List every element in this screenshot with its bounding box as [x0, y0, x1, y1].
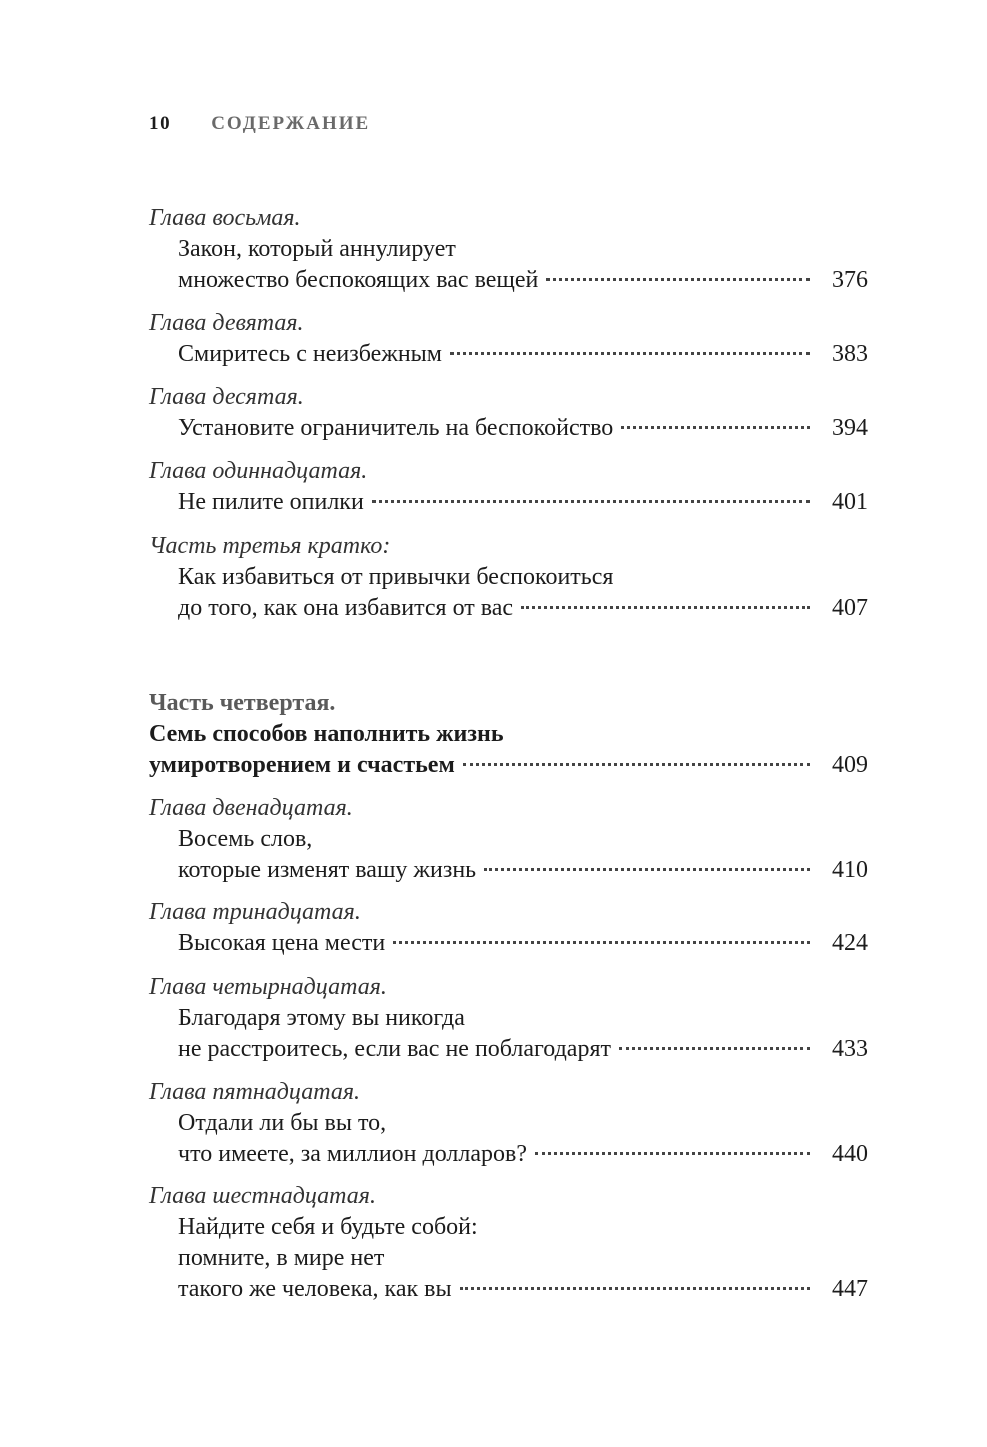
- entry-title-line: Установите ограничитель на беспокойство: [178, 415, 614, 441]
- dot-leader: [450, 352, 810, 355]
- chapter-label: Глава шестнадцатая.: [149, 1183, 376, 1209]
- entry-title-line: которые изменят вашу жизнь: [178, 857, 477, 883]
- chapter-label: Глава пятнадцатая.: [149, 1079, 360, 1105]
- entry-last-line: [149, 487, 868, 518]
- toc-entry-chapter-14[interactable]: [149, 972, 868, 1065]
- page-ref: 409: [832, 752, 868, 778]
- toc-entry-chapter-8[interactable]: [149, 203, 868, 296]
- page-ref: 376: [832, 267, 868, 293]
- dot-leader: [372, 500, 810, 503]
- page-ref: 383: [832, 341, 868, 367]
- chapter-label: Глава двенадцатая.: [149, 795, 353, 821]
- page-ref: 433: [832, 1036, 868, 1062]
- page-ref: 401: [832, 489, 868, 515]
- chapter-label: Глава одиннадцатая.: [149, 458, 368, 484]
- page-header: [149, 113, 370, 135]
- entry-title-line: Благодаря этому вы никогда: [178, 1005, 465, 1031]
- toc-entry-part-4[interactable]: [149, 688, 868, 781]
- entry-last-line: [149, 339, 868, 370]
- entry-title-line: Высокая цена мести: [178, 930, 386, 956]
- page-ref: 407: [832, 595, 868, 621]
- toc-entry-chapter-15[interactable]: [149, 1077, 868, 1170]
- entry-title-line: до того, как она избавится от вас: [178, 595, 514, 621]
- toc-entry-chapter-9[interactable]: [149, 308, 868, 370]
- page-ref: 424: [832, 930, 868, 956]
- part-label: Часть четвертая.: [149, 690, 336, 716]
- toc-entry-part-3-summary[interactable]: [149, 531, 868, 624]
- dot-leader: [484, 868, 810, 871]
- dot-leader: [460, 1287, 810, 1290]
- dot-leader: [535, 1152, 810, 1155]
- entry-title-line: помните, в мире нет: [178, 1245, 385, 1271]
- dot-leader: [463, 763, 810, 766]
- chapter-label: Глава тринадцатая.: [149, 899, 361, 925]
- chapter-label: Глава десятая.: [149, 384, 304, 410]
- page-ref: 394: [832, 415, 868, 441]
- entry-last-line: [149, 1274, 868, 1305]
- chapter-label: Часть третья кратко:: [149, 533, 391, 559]
- entry-title-line: такого же человека, как вы: [178, 1276, 452, 1302]
- entry-last-line: [149, 750, 868, 781]
- entry-title-line: Найдите себя и будьте собой:: [178, 1214, 478, 1240]
- entry-last-line: [149, 413, 868, 444]
- entry-last-line: [149, 593, 868, 624]
- entry-last-line: [149, 1034, 868, 1065]
- entry-title-line: не расстроитесь, если вас не поблагодарят: [178, 1036, 611, 1062]
- entry-last-line: [149, 1139, 868, 1170]
- section-title: СОДЕРЖАНИЕ: [211, 113, 371, 134]
- entry-title-line: что имеете, за миллион долларов?: [178, 1141, 528, 1167]
- entry-last-line: [149, 265, 868, 296]
- page-ref: 440: [832, 1141, 868, 1167]
- dot-leader: [621, 426, 810, 429]
- entry-last-line: [149, 855, 868, 886]
- chapter-label: Глава девятая.: [149, 310, 304, 336]
- toc-entry-chapter-10[interactable]: [149, 382, 868, 444]
- dot-leader: [546, 278, 810, 281]
- toc-entry-chapter-13[interactable]: [149, 897, 868, 959]
- entry-title-line: Отдали ли бы вы то,: [178, 1110, 387, 1136]
- dot-leader: [619, 1047, 810, 1050]
- entry-title-line: Смиритесь с неизбежным: [178, 341, 442, 367]
- entry-title-line: умиротворением и счастьем: [149, 752, 455, 778]
- entry-title-line: Не пилите опилки: [178, 489, 364, 515]
- toc-entry-chapter-11[interactable]: [149, 456, 868, 518]
- page-ref: 410: [832, 857, 868, 883]
- entry-last-line: [149, 928, 868, 959]
- chapter-label: Глава четырнадцатая.: [149, 974, 387, 1000]
- chapter-label: Глава восьмая.: [149, 205, 301, 231]
- entry-title-line: Закон, который аннулирует: [178, 236, 456, 262]
- entry-title-line: Восемь слов,: [178, 826, 313, 852]
- dot-leader: [393, 941, 810, 944]
- toc-entry-chapter-16[interactable]: [149, 1181, 868, 1305]
- entry-title-line: Как избавиться от привычки беспокоиться: [178, 564, 614, 590]
- entry-title-line: Семь способов наполнить жизнь: [149, 721, 504, 747]
- page-ref: 447: [832, 1276, 868, 1302]
- page-number: 10: [149, 113, 172, 134]
- toc-entry-chapter-12[interactable]: [149, 793, 868, 886]
- dot-leader: [521, 606, 810, 609]
- entry-title-line: множество беспокоящих вас вещей: [178, 267, 539, 293]
